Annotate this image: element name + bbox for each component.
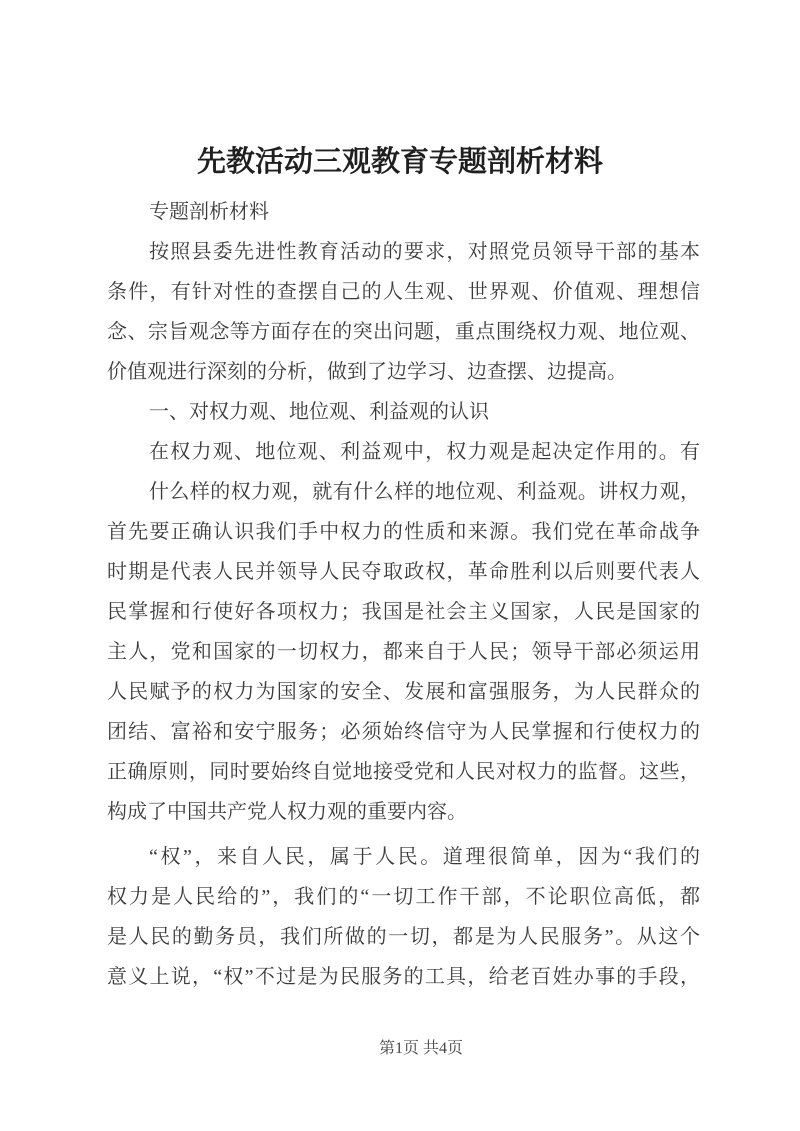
section-heading: 一、对权力观、地位观、利益观的认识 [149, 401, 489, 423]
text-line: 什么样的权力观，就有什么样的地位观、利益观。讲权力观， [149, 481, 700, 503]
text-line: 时期是代表人民并领导人民夺取政权，革命胜利以后则要代表人 [107, 561, 700, 583]
text-line: 人民赋予的权力为国家的安全、发展和富强服务，为人民群众的 [107, 681, 700, 703]
text-line: 团结、富裕和安宁服务；必须始终信守为人民掌握和行使权力的 [107, 721, 700, 743]
text-line: 按照县委先进性教育活动的要求，对照党员领导干部的基本 [149, 241, 700, 263]
text-line: 念、宗旨观念等方面存在的突出问题，重点围绕权力观、地位观、 [107, 321, 700, 343]
document-body [107, 192, 700, 997]
text-line: 意义上说，“权”不过是为民服务的工具，给老百姓办事的手段， [107, 966, 700, 988]
subtitle-line: 专题剖析材料 [149, 201, 269, 223]
text-line: 权力是人民给的”，我们的“一切工作干部，不论职位高低，都 [107, 886, 700, 908]
text-line: 条件，有针对性的查摆自己的人生观、世界观、价值观、理想信 [107, 281, 700, 303]
text-line: 是人民的勤务员，我们所做的一切，都是为人民服务”。从这个 [107, 926, 700, 948]
text-line: 首先要正确认识我们手中权力的性质和来源。我们党在革命战争 [107, 521, 700, 543]
text-line: 构成了中国共产党人权力观的重要内容。 [107, 801, 467, 823]
text-line: 主人，党和国家的一切权力，都来自于人民；领导干部必须运用 [107, 641, 700, 663]
document-title: 先教活动三观教育专题剖析材料 [196, 146, 603, 178]
page-number: 第1页 共4页 [378, 1040, 463, 1057]
text-line: 民掌握和行使好各项权力；我国是社会主义国家，人民是国家的 [107, 601, 700, 623]
text-line: “权”，来自人民，属于人民。道理很简单，因为“我们的 [149, 846, 700, 868]
text-line: 正确原则，同时要始终自觉地接受党和人民对权力的监督。这些， [107, 761, 700, 783]
text-line: 在权力观、地位观、利益观中，权力观是起决定作用的。有 [149, 441, 700, 463]
text-line: 价值观进行深刻的分析，做到了边学习、边查摆、边提高。 [107, 361, 627, 383]
